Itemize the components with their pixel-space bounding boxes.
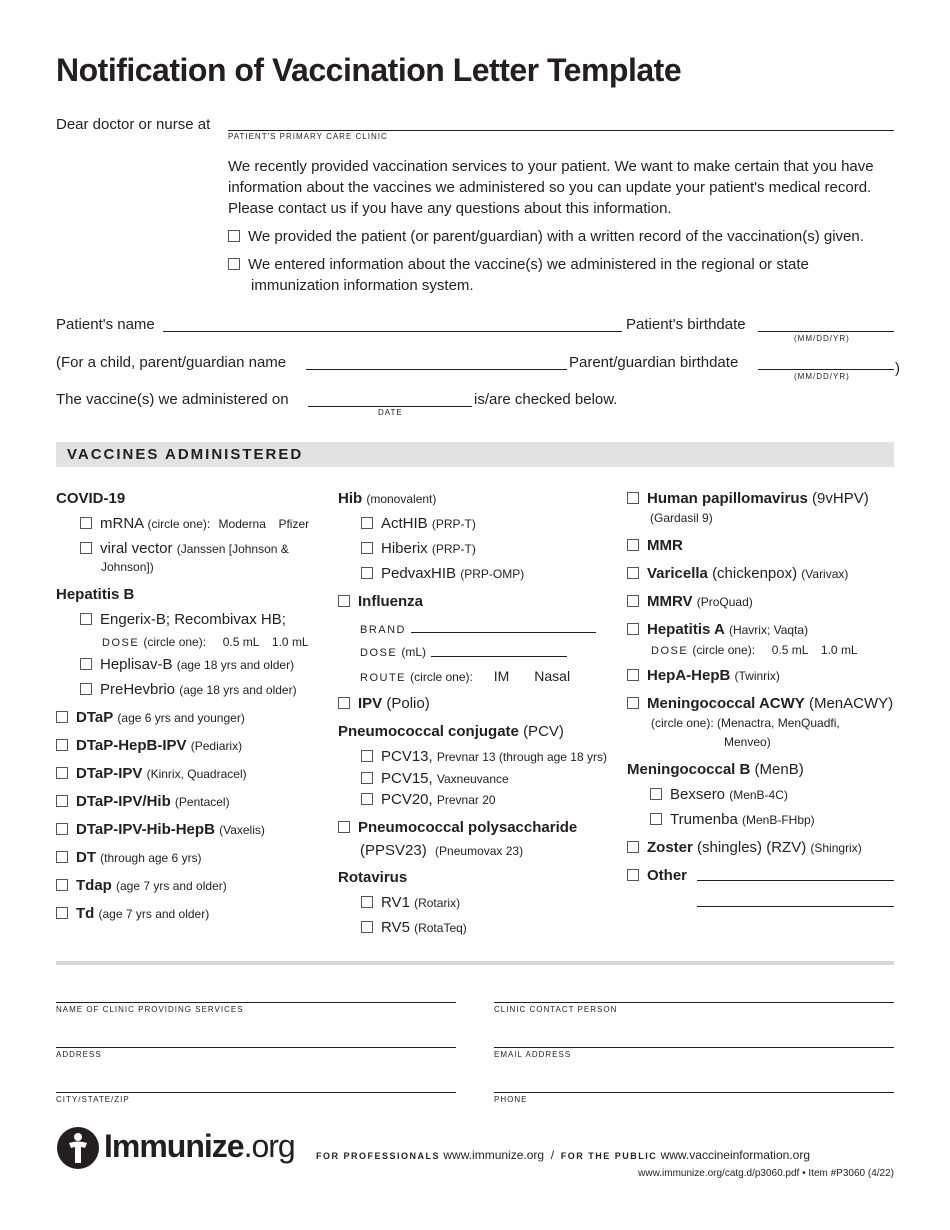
rotavirus-heading: Rotavirus bbox=[338, 869, 408, 886]
dtap-ipv-hib-hepb-label: DTaP-IPV-Hib-HepB bbox=[76, 821, 215, 838]
hepa-label: Hepatitis A bbox=[647, 621, 725, 638]
clinic-caption: PATIENT'S PRIMARY CARE CLINIC bbox=[228, 132, 388, 141]
hepa-checkbox[interactable] bbox=[627, 623, 639, 635]
prehevbrio-label: PreHevbrio bbox=[100, 681, 176, 698]
tdap-label: Tdap bbox=[76, 877, 112, 894]
pedvax-note: (PRP-OMP) bbox=[460, 567, 525, 581]
menacwy-checkbox[interactable] bbox=[627, 697, 639, 709]
address-line[interactable] bbox=[56, 1047, 456, 1048]
td-checkbox[interactable] bbox=[56, 907, 68, 919]
dtap-ipv-hib-label: DTaP-IPV/Hib bbox=[76, 793, 171, 810]
heplisav-row bbox=[80, 656, 294, 673]
intro-paragraph: We recently provided vaccination services to your patient. We want to make certain that you have information about the vaccines we administered so you can update your patient's medical record. Please contact us if you have any questions about this information. bbox=[228, 158, 874, 217]
dt-label: DT bbox=[76, 849, 96, 866]
checked-below-label: is/are checked below. bbox=[474, 391, 618, 408]
hiberix-row bbox=[361, 540, 476, 557]
patient-name-line[interactable] bbox=[163, 331, 622, 332]
mmrv-row bbox=[627, 593, 753, 610]
heplisav-checkbox[interactable] bbox=[80, 658, 92, 670]
influenza-row bbox=[338, 593, 423, 610]
influenza-dose-line[interactable] bbox=[431, 656, 567, 657]
dtap-ipv-note: (Kinrix, Quadracel) bbox=[146, 767, 247, 781]
phone-caption: PHONE bbox=[494, 1095, 528, 1104]
rv5-row bbox=[361, 919, 467, 936]
hpv-label: Human papillomavirus bbox=[647, 490, 808, 507]
hepa-dose-05[interactable]: 0.5 mL bbox=[771, 643, 809, 657]
hpv-code: (9vHPV) bbox=[812, 490, 869, 507]
hiberix-checkbox[interactable] bbox=[361, 542, 373, 554]
hepa-hepb-label: HepA-HepB bbox=[647, 667, 731, 684]
zoster-code: (shingles) (RZV) bbox=[697, 839, 807, 856]
viral-vector-note-2: Johnson]) bbox=[101, 560, 154, 574]
hpv-note: (Gardasil 9) bbox=[650, 511, 713, 525]
moderna-option[interactable]: Moderna bbox=[218, 517, 266, 531]
public-url-link[interactable]: www.vaccineinformation.org bbox=[660, 1148, 810, 1162]
rv1-row bbox=[361, 894, 460, 911]
hpv-checkbox[interactable] bbox=[627, 492, 639, 504]
hepa-hepb-row bbox=[627, 667, 780, 684]
dtap-ipv-hib-hepb-checkbox[interactable] bbox=[56, 823, 68, 835]
administered-label: The vaccine(s) we administered on bbox=[56, 391, 289, 408]
hpv-row bbox=[627, 490, 869, 507]
pcv15-label: PCV15, bbox=[381, 770, 433, 787]
route-label: ROUTE bbox=[360, 672, 406, 684]
pcv15-note: Vaxneuvance bbox=[436, 772, 509, 786]
menacwy-note: (circle one): (Menactra, MenQuadfi, bbox=[651, 716, 840, 730]
engerix-label: Engerix-B; Recombivax HB; bbox=[100, 611, 286, 628]
dtap-ipv-hib-hepb-row bbox=[56, 821, 265, 838]
section-header-text: VACCINES ADMINISTERED bbox=[67, 446, 304, 463]
clinic-name-line[interactable] bbox=[56, 1002, 456, 1003]
mrna-row bbox=[80, 515, 309, 532]
hepa-dose-label: DOSE bbox=[651, 645, 689, 657]
heplisav-label: Heplisav-B bbox=[100, 656, 173, 673]
other-label: Other bbox=[647, 867, 688, 884]
pedvax-row bbox=[361, 565, 524, 582]
pfizer-option[interactable]: Pfizer bbox=[278, 517, 310, 531]
prehevbrio-row bbox=[80, 681, 297, 698]
route-circle: (circle one): bbox=[410, 670, 473, 684]
logo-text-row bbox=[104, 1128, 295, 1165]
dtap-checkbox[interactable] bbox=[56, 711, 68, 723]
viral-vector-checkbox[interactable] bbox=[80, 542, 92, 554]
mrna-checkbox[interactable] bbox=[80, 517, 92, 529]
pcv15-row bbox=[361, 770, 509, 787]
trumenba-row bbox=[650, 811, 815, 828]
bexsero-row bbox=[650, 786, 788, 803]
td-note: (age 7 yrs and older) bbox=[98, 907, 210, 921]
page-title: Notification of Vaccination Letter Template bbox=[56, 52, 682, 88]
logo-suffix: .org bbox=[243, 1128, 295, 1164]
city-line[interactable] bbox=[56, 1092, 456, 1093]
route-row bbox=[360, 668, 570, 685]
date-caption: DATE bbox=[378, 408, 403, 417]
viral-vector-row bbox=[80, 540, 289, 557]
hib-heading-row bbox=[338, 490, 436, 507]
zoster-checkbox[interactable] bbox=[627, 841, 639, 853]
ipv-checkbox[interactable] bbox=[338, 697, 350, 709]
ppsv-row bbox=[338, 819, 577, 836]
varicella-code: (chickenpox) bbox=[712, 565, 798, 582]
trumenba-checkbox[interactable] bbox=[650, 813, 662, 825]
brand-label-row bbox=[360, 620, 406, 637]
bexsero-note: (MenB-4C) bbox=[729, 788, 788, 802]
footer-separator: / bbox=[550, 1148, 555, 1162]
varicella-checkbox[interactable] bbox=[627, 567, 639, 579]
guardian-birthdate-label: Parent/guardian birthdate bbox=[569, 354, 739, 371]
mmrv-checkbox[interactable] bbox=[627, 595, 639, 607]
written-record-checkbox[interactable] bbox=[228, 230, 240, 242]
brand-line[interactable] bbox=[411, 632, 596, 633]
hepa-dose-10[interactable]: 1.0 mL bbox=[820, 643, 858, 657]
trumenba-note: (MenB-FHbp) bbox=[741, 813, 815, 827]
patient-birthdate-line[interactable] bbox=[758, 331, 894, 332]
bexsero-checkbox[interactable] bbox=[650, 788, 662, 800]
menacwy-note-2: Menveo) bbox=[724, 735, 771, 749]
dtap-ipv-hib-row bbox=[56, 793, 230, 810]
written-record-text: We provided the patient (or parent/guardian) with a written record of the vaccination(s) given. bbox=[248, 228, 864, 245]
hepb-dose-label: DOSE bbox=[102, 637, 140, 649]
registry-check-row bbox=[228, 256, 809, 273]
pcv20-checkbox[interactable] bbox=[361, 793, 373, 805]
dtap-ipv-hib-note: (Pentacel) bbox=[174, 795, 230, 809]
hiberix-label: Hiberix bbox=[381, 540, 428, 557]
rv1-note: (Rotarix) bbox=[414, 896, 461, 910]
ppsv-label: Pneumococcal polysaccharide bbox=[358, 819, 578, 836]
clinic-name-caption: NAME OF CLINIC PROVIDING SERVICES bbox=[56, 1005, 244, 1014]
section-header bbox=[56, 442, 894, 467]
section-divider bbox=[56, 961, 894, 965]
guardian-birthdate-line[interactable] bbox=[758, 369, 894, 370]
pcv13-row bbox=[361, 748, 607, 765]
city-caption: CITY/STATE/ZIP bbox=[56, 1095, 130, 1104]
guardian-name-label: (For a child, parent/guardian name bbox=[56, 354, 287, 371]
for-professionals-label: FOR PROFESSIONALS bbox=[316, 1151, 441, 1161]
mmr-checkbox[interactable] bbox=[627, 539, 639, 551]
address-caption: ADDRESS bbox=[56, 1050, 102, 1059]
dtap-note: (age 6 yrs and younger) bbox=[117, 711, 245, 725]
brand-label: BRAND bbox=[360, 624, 407, 636]
acthib-checkbox[interactable] bbox=[361, 517, 373, 529]
rv1-checkbox[interactable] bbox=[361, 896, 373, 908]
pcv13-label: PCV13, bbox=[381, 748, 433, 765]
influenza-checkbox[interactable] bbox=[338, 595, 350, 607]
dt-checkbox[interactable] bbox=[56, 851, 68, 863]
patient-date-format: (MM/DD/YR) bbox=[794, 334, 850, 343]
hiberix-note: (PRP-T) bbox=[431, 542, 476, 556]
dtap-hepb-ipv-row bbox=[56, 737, 242, 754]
covid-heading: COVID-19 bbox=[56, 490, 126, 507]
dtap-ipv-label: DTaP-IPV bbox=[76, 765, 143, 782]
menacwy-label: Meningococcal ACWY bbox=[647, 695, 805, 712]
mmrv-note: (ProQuad) bbox=[696, 595, 753, 609]
administered-date-line[interactable] bbox=[308, 406, 472, 407]
acthib-label: ActHIB bbox=[381, 515, 428, 532]
influenza-dose-row bbox=[360, 643, 426, 660]
mrna-label: mRNA bbox=[100, 515, 144, 532]
ppsv23-row bbox=[360, 842, 523, 859]
viral-vector-note: (Janssen [Johnson & bbox=[176, 542, 289, 556]
route-nasal-option[interactable]: Nasal bbox=[534, 668, 571, 684]
dtap-ipv-hib-hepb-note: (Vaxelis) bbox=[219, 823, 265, 837]
influenza-dose-ml: (mL) bbox=[401, 645, 427, 659]
email-caption: EMAIL ADDRESS bbox=[494, 1050, 572, 1059]
menb-heading: Meningococcal B bbox=[627, 761, 751, 778]
hepb-dose-row bbox=[102, 633, 309, 650]
patient-birthdate-label: Patient's birthdate bbox=[626, 316, 746, 333]
registry-text-2: immunization information system. bbox=[251, 277, 474, 294]
td-label: Td bbox=[76, 905, 95, 922]
menb-heading-row bbox=[627, 761, 804, 778]
other-row bbox=[627, 867, 687, 884]
hepa-dose-circle: (circle one): bbox=[692, 643, 756, 657]
contact-person-caption: CLINIC CONTACT PERSON bbox=[494, 1005, 618, 1014]
written-record-check-row bbox=[228, 228, 864, 245]
dtap-hepb-ipv-checkbox[interactable] bbox=[56, 739, 68, 751]
ipv-row bbox=[338, 695, 430, 712]
hepa-row bbox=[627, 621, 808, 638]
logo-text: Immunize bbox=[104, 1128, 244, 1164]
ppsv23-label: (PPSV23) bbox=[360, 842, 427, 859]
td-row bbox=[56, 905, 209, 922]
item-line: www.immunize.org/catg.d/p3060.pdf • Item #P3060 (4/22) bbox=[638, 1168, 894, 1179]
hepa-note: (Havrix; Vaqta) bbox=[728, 623, 809, 637]
dtap-ipv-checkbox[interactable] bbox=[56, 767, 68, 779]
immunize-logo-icon bbox=[56, 1126, 100, 1170]
acthib-note: (PRP-T) bbox=[431, 517, 476, 531]
dtap-hepb-ipv-label: DTaP-HepB-IPV bbox=[76, 737, 187, 754]
influenza-dose-label: DOSE bbox=[360, 647, 398, 659]
dt-note: (through age 6 yrs) bbox=[100, 851, 202, 865]
engerix-row bbox=[80, 611, 286, 628]
guardian-date-format: (MM/DD/YR) bbox=[794, 372, 850, 381]
viral-vector-label: viral vector bbox=[100, 540, 173, 557]
tdap-row bbox=[56, 877, 227, 894]
varicella-label: Varicella bbox=[647, 565, 708, 582]
dtap-ipv-row bbox=[56, 765, 247, 782]
acthib-row bbox=[361, 515, 476, 532]
ipv-label: IPV bbox=[358, 695, 383, 712]
footer-links bbox=[316, 1148, 810, 1162]
pedvax-label: PedvaxHIB bbox=[381, 565, 457, 582]
hepa-hepb-checkbox[interactable] bbox=[627, 669, 639, 681]
patient-name-label: Patient's name bbox=[56, 316, 155, 333]
guardian-name-line[interactable] bbox=[306, 369, 567, 370]
pcv20-note: Prevnar 20 bbox=[436, 793, 496, 807]
menb-code: (MenB) bbox=[754, 761, 804, 778]
other-line-1[interactable] bbox=[697, 880, 894, 881]
menacwy-row bbox=[627, 695, 893, 712]
hepb-dose-05[interactable]: 0.5 mL bbox=[222, 635, 260, 649]
pcv15-checkbox[interactable] bbox=[361, 772, 373, 784]
mrna-note: (circle one): bbox=[147, 517, 211, 531]
phone-line[interactable] bbox=[494, 1092, 894, 1093]
rv1-label: RV1 bbox=[381, 894, 410, 911]
other-checkbox[interactable] bbox=[627, 869, 639, 881]
prehevbrio-note: (age 18 yrs and older) bbox=[179, 683, 297, 697]
pcv-note: (PCV) bbox=[523, 723, 564, 740]
varicella-row bbox=[627, 565, 848, 582]
hepb-heading: Hepatitis B bbox=[56, 586, 135, 603]
pcv13-note: Prevnar 13 (through age 18 yrs) bbox=[436, 750, 607, 764]
bexsero-label: Bexsero bbox=[670, 786, 726, 803]
dtap-row bbox=[56, 709, 245, 726]
pcv20-row bbox=[361, 791, 496, 808]
pcv13-checkbox[interactable] bbox=[361, 750, 373, 762]
dtap-label: DTaP bbox=[76, 709, 114, 726]
rv5-note: (RotaTeq) bbox=[414, 921, 467, 935]
hepa-hepb-note: (Twinrix) bbox=[734, 669, 780, 683]
greeting-label: Dear doctor or nurse at bbox=[56, 116, 211, 133]
hepb-dose-circle: (circle one): bbox=[143, 635, 207, 649]
ppsv23-note: (Pneumovax 23) bbox=[435, 844, 524, 858]
tdap-checkbox[interactable] bbox=[56, 879, 68, 891]
zoster-row bbox=[627, 839, 862, 856]
hib-heading: Hib bbox=[338, 490, 363, 507]
rv5-label: RV5 bbox=[381, 919, 410, 936]
engerix-checkbox[interactable] bbox=[80, 613, 92, 625]
clinic-input-line[interactable] bbox=[228, 130, 894, 131]
pcv20-label: PCV20, bbox=[381, 791, 433, 808]
heplisav-note: (age 18 yrs and older) bbox=[176, 658, 295, 672]
contact-person-line[interactable] bbox=[494, 1002, 894, 1003]
hepa-dose-row bbox=[651, 641, 858, 658]
ipv-note: (Polio) bbox=[386, 695, 430, 712]
route-im-option[interactable]: IM bbox=[493, 668, 510, 684]
registry-checkbox[interactable] bbox=[228, 258, 240, 270]
pcv-heading-row bbox=[338, 723, 564, 740]
influenza-label: Influenza bbox=[358, 593, 424, 610]
menacwy-code: (MenACWY) bbox=[808, 695, 894, 712]
rv5-checkbox[interactable] bbox=[361, 921, 373, 933]
for-public-label: FOR THE PUBLIC bbox=[560, 1151, 658, 1161]
mmrv-label: MMRV bbox=[647, 593, 693, 610]
pro-url-link[interactable]: www.immunize.org bbox=[443, 1148, 545, 1162]
dt-row bbox=[56, 849, 202, 866]
pedvax-checkbox[interactable] bbox=[361, 567, 373, 579]
pcv-heading: Pneumococcal conjugate bbox=[338, 723, 519, 740]
registry-text: We entered information about the vaccine(s) we administered in the regional or state bbox=[248, 256, 809, 273]
tdap-note: (age 7 yrs and older) bbox=[116, 879, 227, 893]
hib-note: (monovalent) bbox=[366, 492, 437, 506]
email-line[interactable] bbox=[494, 1047, 894, 1048]
dtap-ipv-hib-checkbox[interactable] bbox=[56, 795, 68, 807]
trumenba-label: Trumenba bbox=[670, 811, 738, 828]
zoster-label: Zoster bbox=[647, 839, 693, 856]
varicella-note: (Varivax) bbox=[801, 567, 849, 581]
ppsv-checkbox[interactable] bbox=[338, 821, 350, 833]
prehevbrio-checkbox[interactable] bbox=[80, 683, 92, 695]
zoster-note: (Shingrix) bbox=[810, 841, 862, 855]
close-paren: ) bbox=[895, 360, 900, 377]
mmr-row bbox=[627, 537, 683, 554]
hepb-dose-10[interactable]: 1.0 mL bbox=[271, 635, 309, 649]
dtap-hepb-ipv-note: (Pediarix) bbox=[190, 739, 243, 753]
other-line-2[interactable] bbox=[697, 906, 894, 907]
mmr-label: MMR bbox=[647, 537, 683, 554]
